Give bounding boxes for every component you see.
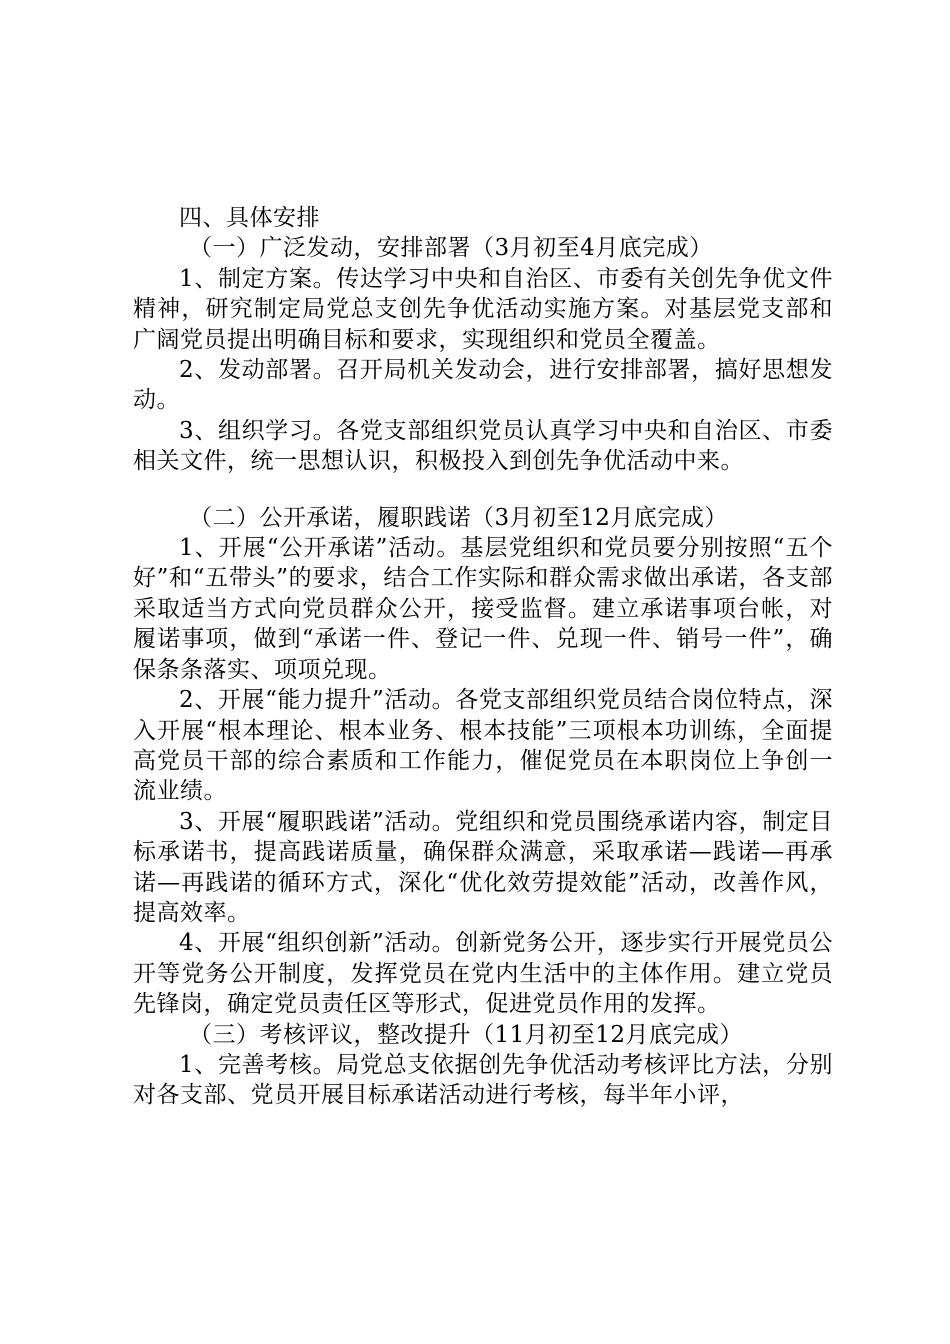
paragraph-org-innovation: 4、开展“组织创新”活动。创新党务公开，逐步实行开展党员公开等党务公开制度，发挥党员在党内生活中的主体作用。建立党员先锋岗，确定党员责任区等形式，促进党员作用的发挥。	[133, 930, 833, 1018]
paragraph-ability-improve: 2、开展“能力提升”活动。各党支部组织党员结合岗位特点，深入开展“根本理论、根本业务、根本技能”三项根本功训练，全面提高党员干部的综合素质和工作能力，催促党员在本职岗位上争创一流业绩。	[133, 687, 833, 805]
paragraph-study: 3、组织学习。各党支部组织党员认真学习中央和自治区、市委相关文件，统一思想认识，积极投入到创先争优活动中来。	[133, 417, 833, 475]
subsection-heading-one: （一）广泛发动，安排部署（3月初至4月底完成）	[189, 235, 713, 262]
paragraph-mobilize: 2、发动部署。召开局机关发动会，进行安排部署，搞好思想发动。	[133, 357, 833, 414]
section-heading-four: 四、具体安排	[179, 205, 320, 231]
document-body	[133, 203, 833, 1111]
paragraph-public-promise: 1、开展“公开承诺”活动。基层党组织和党员要分别按照“五个好”和“五带头”的要求，结合工作实际和群众需求做出承诺，各支部采取适当方式向党员群众公开，接受监督。建立承诺事项台帐，对履诺事项，做到“承诺一件、登记一件、兑现一件、销号一件”，确保条条落实、项项兑现。	[133, 535, 833, 683]
subsection-heading-two: （二）公开承诺，履职践诺（3月初至12月底完成）	[189, 504, 728, 531]
subsection-heading-three: （三）考核评议，整改提升（11月初至12月底完成）	[189, 1021, 744, 1048]
paragraph-fulfill-promise: 3、开展“履职践诺”活动。党组织和党员围绕承诺内容，制定目标承诺书，提高践诺质量，确保群众满意，采取承诺—践诺—再承诺—再践诺的循环方式，深化“优化效劳提效能”活动，改善作风，提高效率。	[133, 808, 833, 926]
paragraph-make-plan: 1、制定方案。传达学习中央和自治区、市委有关创先争优文件精神，研究制定局党总支创先争优活动实施方案。对基层党支部和广阔党员提出明确目标和要求，实现组织和党员全覆盖。	[133, 265, 833, 353]
paragraph-improve-assessment: 1、完善考核。局党总支依据创先争优活动考核评比方法，分别对各支部、党员开展目标承诺活动进行考核，每半年小评，	[133, 1051, 833, 1109]
paragraph-gap	[133, 477, 833, 503]
